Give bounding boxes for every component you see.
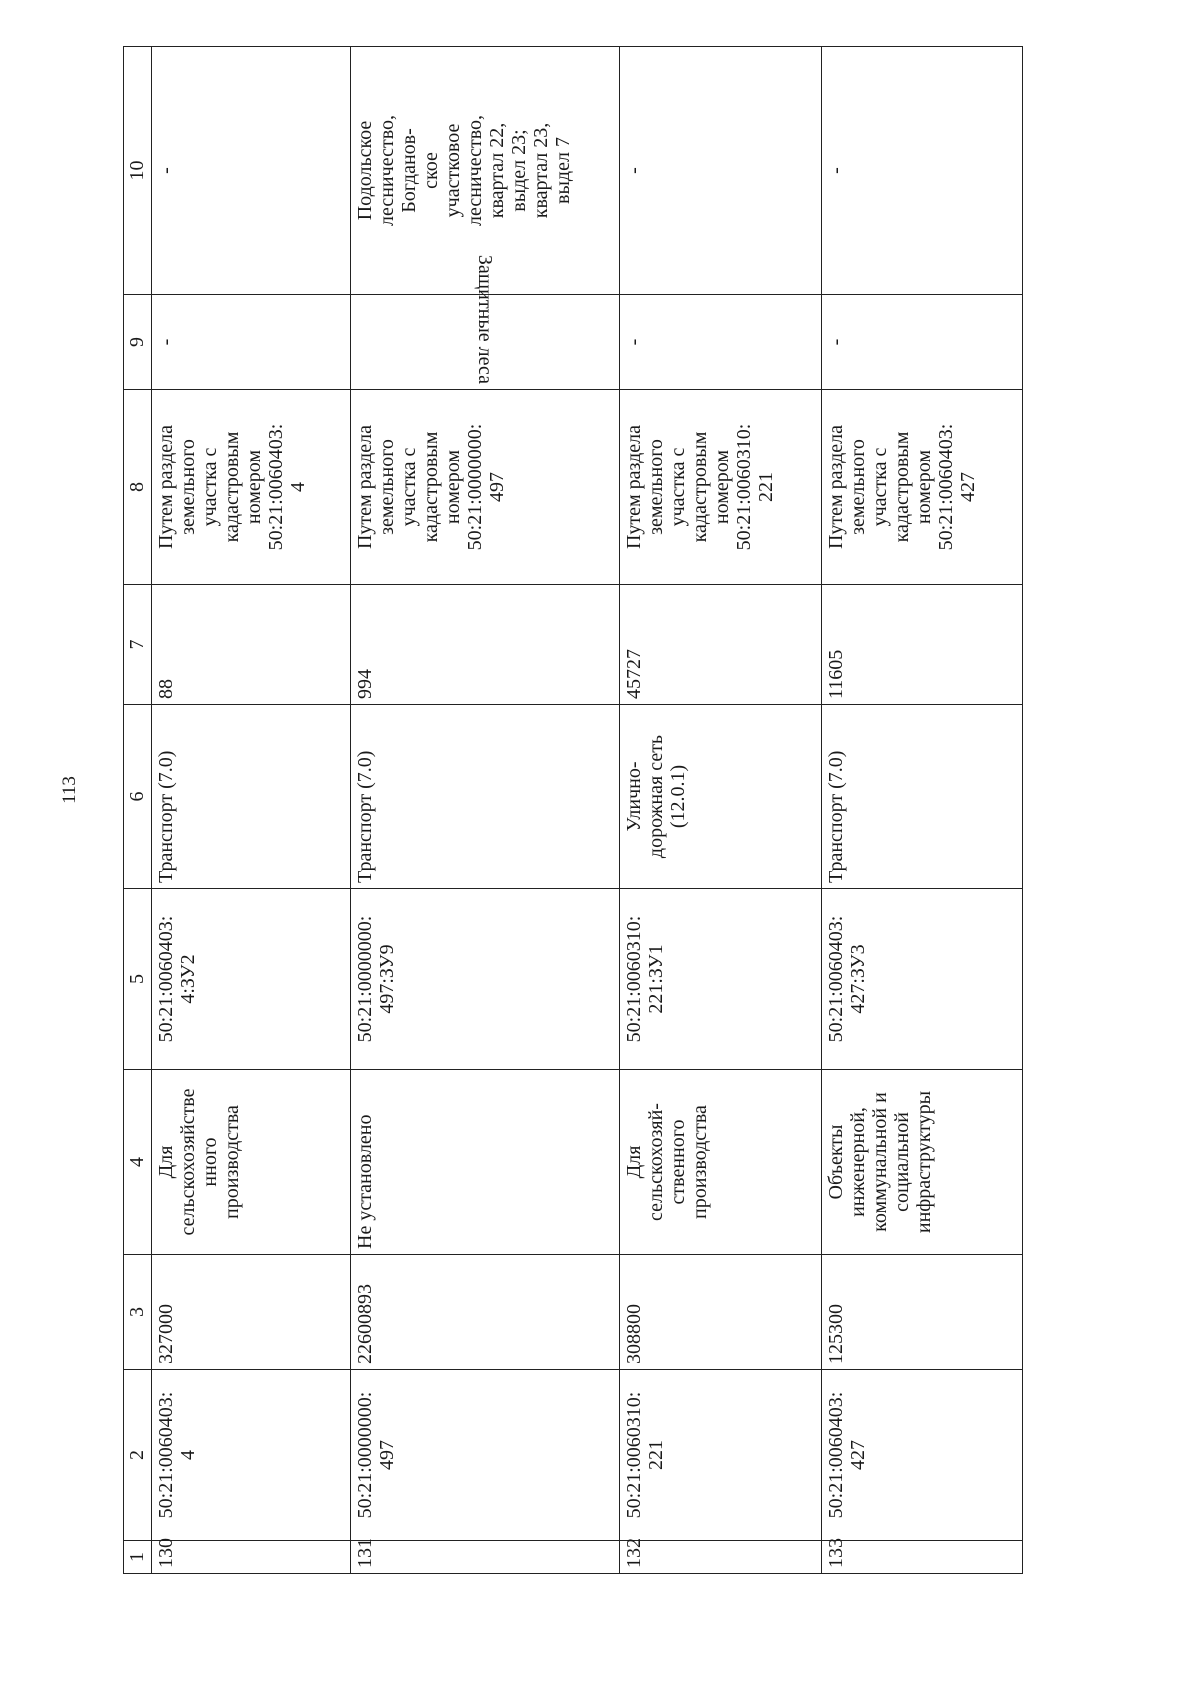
row-number: 131: [351, 1541, 619, 1574]
land-plots-table: [123, 46, 1023, 1574]
new-plot-area: 994: [351, 585, 619, 705]
column-header: 7: [124, 585, 152, 705]
forestry-location: -: [822, 47, 1023, 295]
forestry-location: Подольское лесничество, Богданов- ское участковое лесничество, квартал 22, выдел 23; квартал 23, выдел 7: [354, 115, 575, 226]
plot-area: 22600893: [351, 1255, 619, 1370]
new-plot-number: 50:21:0060310: 221:ЗУ1: [622, 915, 667, 1043]
row-number: 133: [822, 1541, 1023, 1574]
new-plot-area: 45727: [619, 585, 822, 705]
cadastral-number: 50:21:0060403: 427: [825, 1391, 870, 1519]
new-permitted-use: Транспорт (7.0): [154, 750, 177, 883]
row-number: 132: [619, 1541, 822, 1574]
new-permitted-use: Транспорт (7.0): [825, 750, 848, 883]
rotated-table-wrapper: [123, 47, 1023, 1574]
formation-method: Путем раздела земельного участка с кадастровым номером 50:21:0060403: 4: [154, 423, 309, 551]
new-plot-number: 50:21:0060403: 427:ЗУ3: [825, 915, 870, 1043]
header-row: [124, 47, 152, 1574]
permitted-use: Для сельскохозяй- ственного производства: [622, 1103, 711, 1221]
formation-method: Путем раздела земельного участка с кадастровым номером 50:21:0000000: 497: [354, 423, 509, 551]
column-header: 2: [124, 1370, 152, 1541]
cadastral-number: 50:21:0060310: 221: [622, 1391, 667, 1519]
forestry-location: -: [619, 47, 822, 295]
formation-method: Путем раздела земельного участка с кадастровым номером 50:21:0060403: 427: [825, 423, 980, 551]
forest-category: -: [619, 295, 822, 390]
table-row: [619, 47, 822, 1574]
column-header: 9: [124, 295, 152, 390]
cadastral-number: 50:21:0060403: 4: [154, 1391, 199, 1519]
formation-method: Путем раздела земельного участка с кадастровым номером 50:21:0060310: 221: [622, 423, 777, 551]
table-row: [822, 47, 1023, 1574]
new-permitted-use: Улично- дорожная сеть (12.0.1): [622, 734, 689, 859]
new-plot-area: 88: [151, 585, 351, 705]
column-header: 5: [124, 889, 152, 1070]
column-header: 6: [124, 705, 152, 889]
table-row: [151, 47, 351, 1574]
new-plot-number: 50:21:0060403: 4:ЗУ2: [154, 915, 199, 1043]
permitted-use: Объекты инженерной, коммунальной и социальной инфраструктуры: [825, 1090, 936, 1234]
plot-area: 327000: [151, 1255, 351, 1370]
cadastral-number: 50:21:0000000: 497: [354, 1391, 399, 1519]
plot-area: 308800: [619, 1255, 822, 1370]
column-header: 1: [124, 1541, 152, 1574]
new-plot-area: 11605: [822, 585, 1023, 705]
permitted-use: Для сельскохозяйстве нного производства: [154, 1088, 243, 1236]
column-header: 3: [124, 1255, 152, 1370]
new-permitted-use: Транспорт (7.0): [354, 750, 377, 883]
page-number: 113: [59, 776, 80, 804]
forest-category: Защитные леса: [473, 254, 496, 384]
column-header: 10: [124, 47, 152, 295]
table-row: [351, 47, 619, 1574]
row-number: 130: [151, 1541, 351, 1574]
forestry-location: -: [151, 47, 351, 295]
forest-category: -: [822, 295, 1023, 390]
column-header: 4: [124, 1070, 152, 1255]
forest-category: -: [151, 295, 351, 390]
column-header: 8: [124, 390, 152, 585]
permitted-use: Не установлено: [354, 1114, 377, 1249]
plot-area: 125300: [822, 1255, 1023, 1370]
new-plot-number: 50:21:0000000: 497:ЗУ9: [354, 915, 399, 1043]
